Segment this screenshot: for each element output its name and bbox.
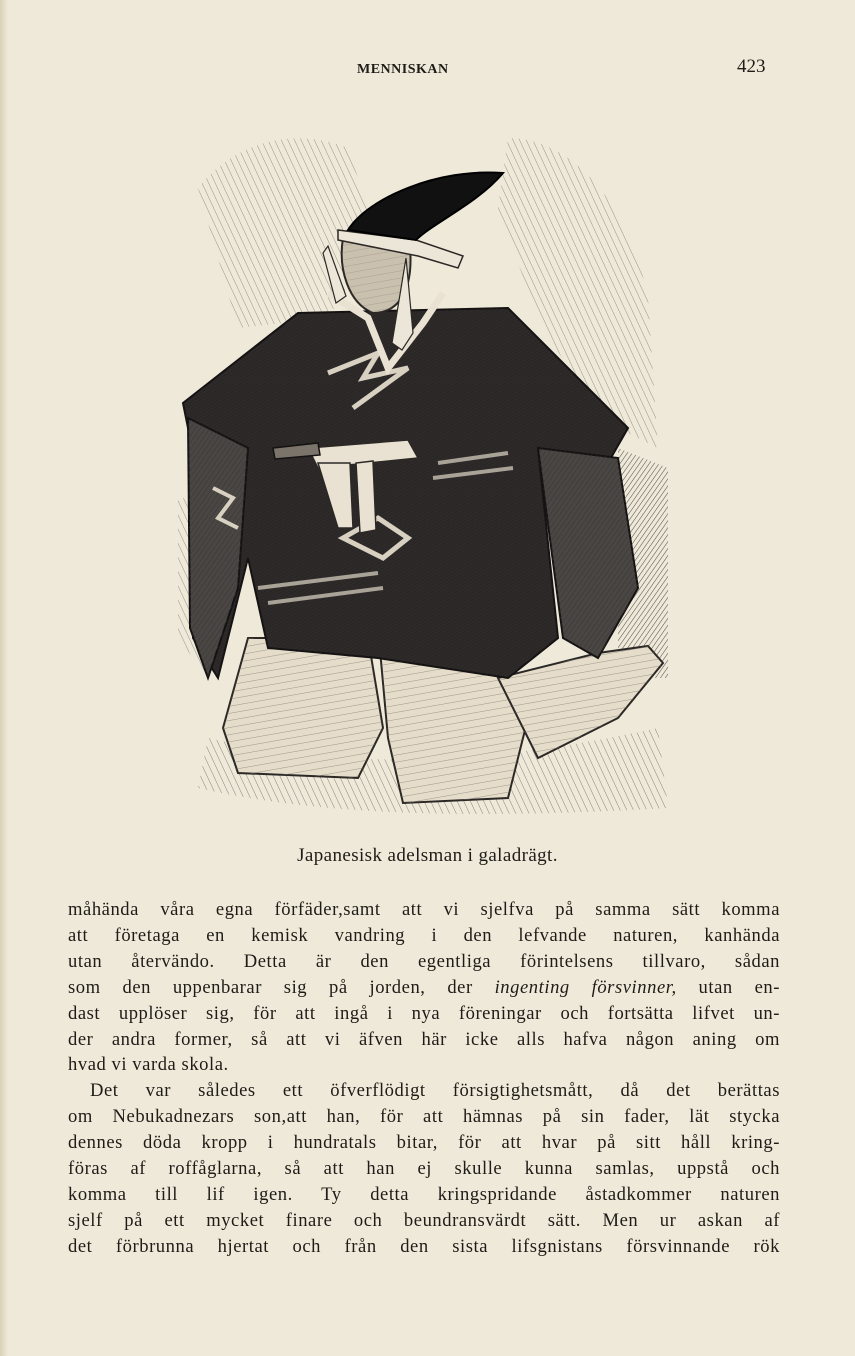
text-line [68, 975, 780, 1001]
engraving-illustration [178, 118, 673, 828]
text-line: hvad vi varda skola. [68, 1054, 229, 1076]
text-line: föras af roffåglarna, så att han ej skulle kunna samlas, uppstå och [68, 1158, 780, 1180]
text-line: måhända våra egna förfäder,samt att vi sjelfva på samma sätt komma [68, 899, 780, 920]
text-line: dast upplöser sig, för att ingå i nya föreningar och fortsätta lifvet un- [68, 1002, 780, 1024]
text-line: utan återvändo. Detta är den egentliga förintelsens tillvaro, sådan [68, 950, 780, 972]
text-line: om Nebukadnezars son,att han, för att hämnas på sin fader, lät stycka [68, 1106, 780, 1128]
italic-phrase: ingenting försvinner, [494, 976, 677, 998]
running-title: MENNISKAN [357, 62, 449, 77]
text-line: sjelf på ett mycket finare och beundransvärdt sätt. Men ur askan af [68, 1209, 780, 1231]
text-line: der andra former, så att vi äfven här icke alls hafva någon aning om [68, 1028, 780, 1050]
text-line: det förbrunna hjertat och från den sista lifsgnistans försvinnande rök [68, 1235, 780, 1257]
paragraph-2 [68, 1078, 780, 1259]
page-edge [0, 0, 8, 1356]
text-segment: utan en- [676, 976, 780, 998]
page-number: 423 [737, 56, 766, 77]
text-line: dennes döda kropp i hundratals bitar, för att hvar på sitt håll kring- [68, 1132, 780, 1154]
figure-caption: Japanesisk adelsman i galadrägt. [297, 845, 558, 866]
body-text [68, 897, 780, 1260]
paragraph-1 [68, 897, 780, 1078]
text-line: att företaga en kemisk vandring i den lefvande naturen, kanhända [68, 924, 780, 946]
text-line: komma till lif igen. Ty detta kringspridande åstadkommer naturen [68, 1183, 780, 1205]
text-line: Det var således ett öfverflödigt försigtighetsmått, då det berättas [90, 1080, 780, 1102]
text-segment: som den uppenbarar sig på jorden, der [68, 976, 495, 998]
